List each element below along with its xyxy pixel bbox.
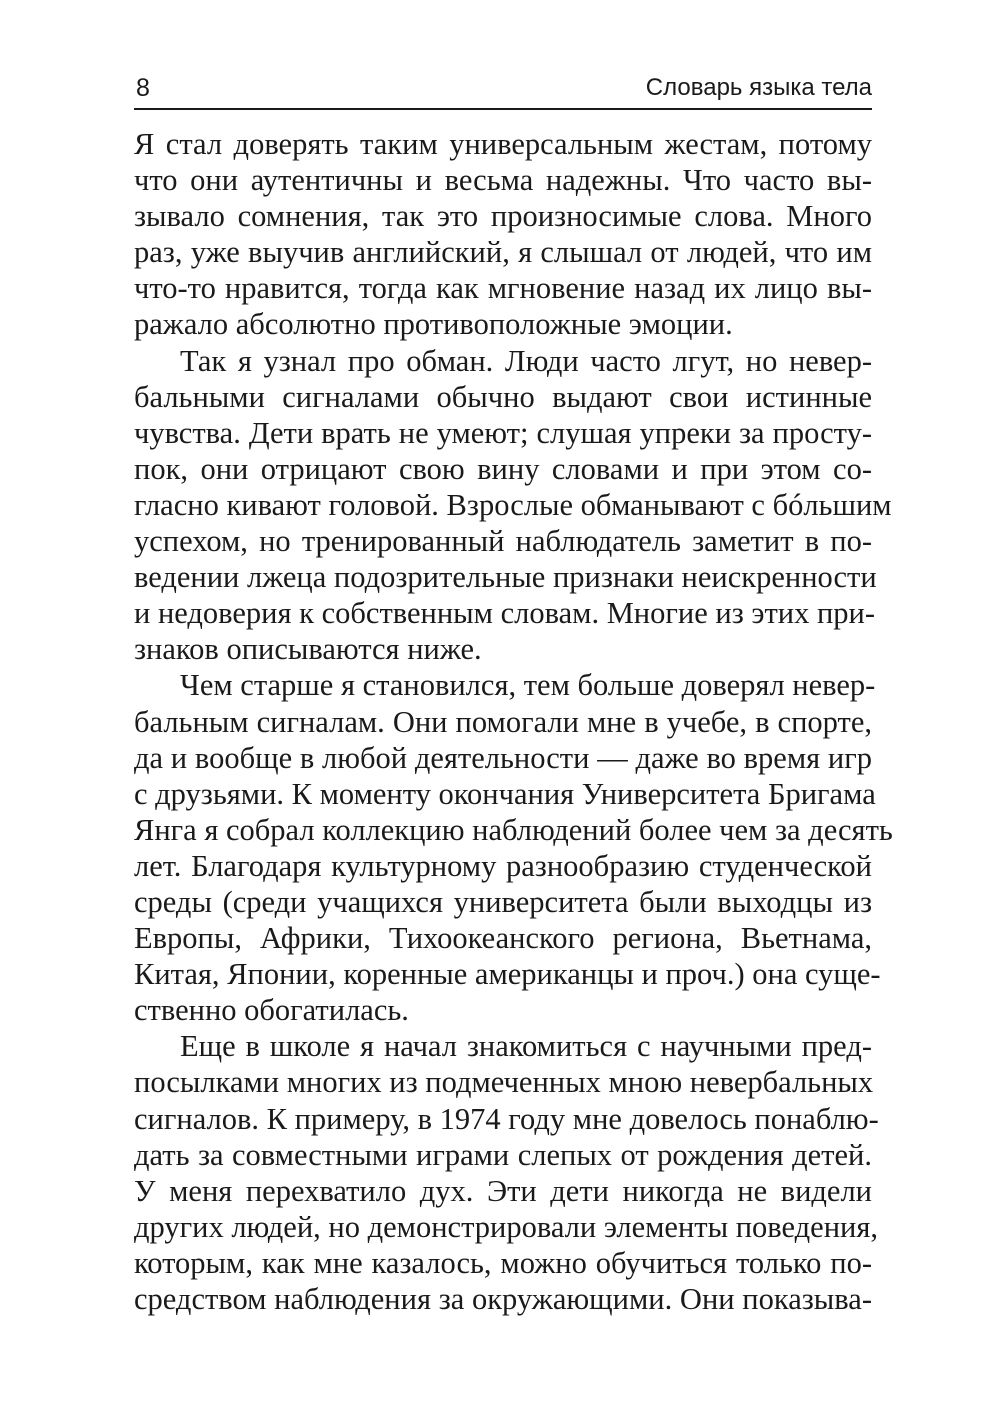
text-line: Янга я собрал коллекцию наблюдений более чем за десять <box>134 812 893 847</box>
text-line: Я стал доверять таким универсальным жестам, потому <box>134 127 872 161</box>
text-line: сигналов. К примеру, в 1974 году мне довелось понаблю- <box>134 1101 879 1136</box>
paragraph-1 <box>134 126 872 343</box>
text-line: ственно обогатилась. <box>134 993 409 1028</box>
page-header <box>134 70 872 110</box>
text-line: У меня перехватило дух. Эти дети никогда не видели <box>134 1173 872 1208</box>
paragraph-3 <box>134 667 893 1028</box>
paragraph-4 <box>134 1028 879 1317</box>
text-line: бальным сигналам. Они помогали мне в учебе, в спорте, <box>134 704 872 739</box>
text-line: знаков описываются ниже. <box>134 632 482 667</box>
text-line: Еще в школе я начал знакомиться с научными пред- <box>180 1029 872 1064</box>
text-line: пок, они отрицают свою вину словами и при этом со- <box>134 451 872 486</box>
text-line: посылками многих из подмеченных мною невербальных <box>134 1065 874 1100</box>
text-line: раз, уже выучив английский, я слышал от людей, что им <box>134 235 872 270</box>
paragraph-2 <box>134 343 892 668</box>
text-line: успехом, но тренированный наблюдатель заметит в по- <box>134 524 872 559</box>
text-line: с друзьями. К моменту окончания Университета Бригама <box>134 776 876 811</box>
text-line: бальными сигналами обычно выдают свои истинные <box>134 379 872 414</box>
text-line: да и вообще в любой деятельности — даже во время игр <box>134 740 872 775</box>
body-text <box>134 126 893 1317</box>
text-line: зывало сомнения, так это произносимые слова. Много <box>134 199 872 234</box>
text-line: Чем старше я становился, тем больше доверял невер- <box>180 668 876 703</box>
text-line: других людей, но демонстрировали элементы поведения, <box>134 1209 879 1244</box>
text-line: средством наблюдения за окружающими. Они показыва- <box>134 1282 872 1316</box>
text-line: Европы, Африки, Тихоокеанского региона, Вьетнама, <box>134 921 872 956</box>
text-line: что они аутентичны и весьма надежны. Что часто вы- <box>134 163 872 198</box>
text-line: гласно кивают головой. Взрослые обманывают с бóльшим <box>134 487 892 522</box>
text-line: Китая, Японии, коренные американцы и проч.) она суще- <box>134 957 881 992</box>
text-line: среды (среди учащихся университета были выходцы из <box>134 884 872 919</box>
page-number: 8 <box>136 74 150 102</box>
text-line: Так я узнал про обман. Люди часто лгут, но невер- <box>180 343 872 378</box>
text-line: дать за совместными играми слепых от рождения детей. <box>134 1137 872 1172</box>
text-line: ражало абсолютно противоположные эмоции. <box>134 307 733 342</box>
text-line: чувства. Дети врать не умеют; слушая упреки за просту- <box>134 415 872 450</box>
text-line: что-то нравится, тогда как мгновение назад их лицо вы- <box>134 271 872 306</box>
text-line: и недоверия к собственным словам. Многие из этих при- <box>134 596 876 631</box>
text-line: ведении лжеца подозрительные признаки неискренности <box>134 560 877 595</box>
text-line: которым, как мне казалось, можно обучиться только по- <box>134 1245 872 1280</box>
text-line: лет. Благодаря культурному разнообразию студенческой <box>134 848 872 883</box>
running-title: Словарь языка тела <box>645 74 872 101</box>
